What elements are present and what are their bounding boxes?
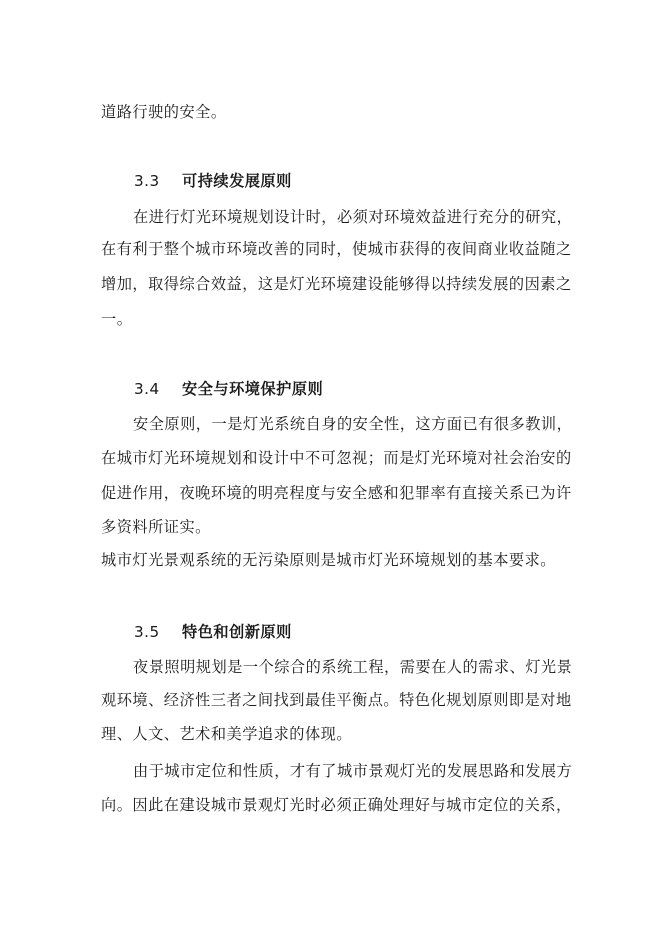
paragraph-line: 安全原则，一是灯光系统自身的安全性，这方面已有很多教训，: [133, 415, 573, 433]
paragraph-line: 多资料所证实。: [101, 518, 211, 536]
section-title: 可持续发展原则: [182, 172, 292, 190]
paragraph-line: 城市灯光景观系统的无污染原则是城市灯光环境规划的基本要求。: [101, 551, 556, 569]
section-heading-3-5: [134, 621, 292, 643]
section-title: 安全与环境保护原则: [182, 380, 324, 398]
section-number: 3.4: [134, 380, 160, 398]
paragraph-line: 由于城市定位和性质，才有了城市景观灯光的发展思路和发展方: [133, 762, 573, 780]
paragraph-line: 道路行驶的安全。: [101, 103, 227, 121]
section-heading-3-3: [134, 170, 292, 192]
paragraph-line: 增加，取得综合效益，这是灯光环境建设能够得以持续发展的因素之: [101, 275, 572, 293]
paragraph-line: 理、人文、艺术和美学追求的体现。: [101, 725, 352, 743]
section-number: 3.3: [134, 172, 160, 190]
paragraph-line: 向。因此在建设城市景观灯光时必须正确处理好与城市定位的关系，: [101, 796, 572, 814]
section-title: 特色和创新原则: [182, 623, 292, 641]
paragraph-line: 夜景照明规划是一个综合的系统工程，需要在人的需求、灯光景: [133, 658, 573, 676]
paragraph-line: 在进行灯光环境规划设计时，必须对环境效益进行充分的研究，: [133, 208, 573, 226]
paragraph-line: 在城市灯光环境规划和设计中不可忽视；而是灯光环境对社会治安的: [101, 449, 572, 467]
paragraph-line: 促进作用，夜晚环境的明亮程度与安全感和犯罪率有直接关系已为许: [101, 484, 572, 502]
paragraph-line: 观环境、经济性三者之间找到最佳平衡点。特色化规划原则即是对地: [101, 691, 572, 709]
section-number: 3.5: [134, 623, 160, 641]
paragraph-line: 一。: [101, 310, 133, 328]
section-heading-3-4: [134, 378, 323, 400]
paragraph-line: 在有利于整个城市环境改善的同时，使城市获得的夜间商业收益随之: [101, 240, 572, 258]
